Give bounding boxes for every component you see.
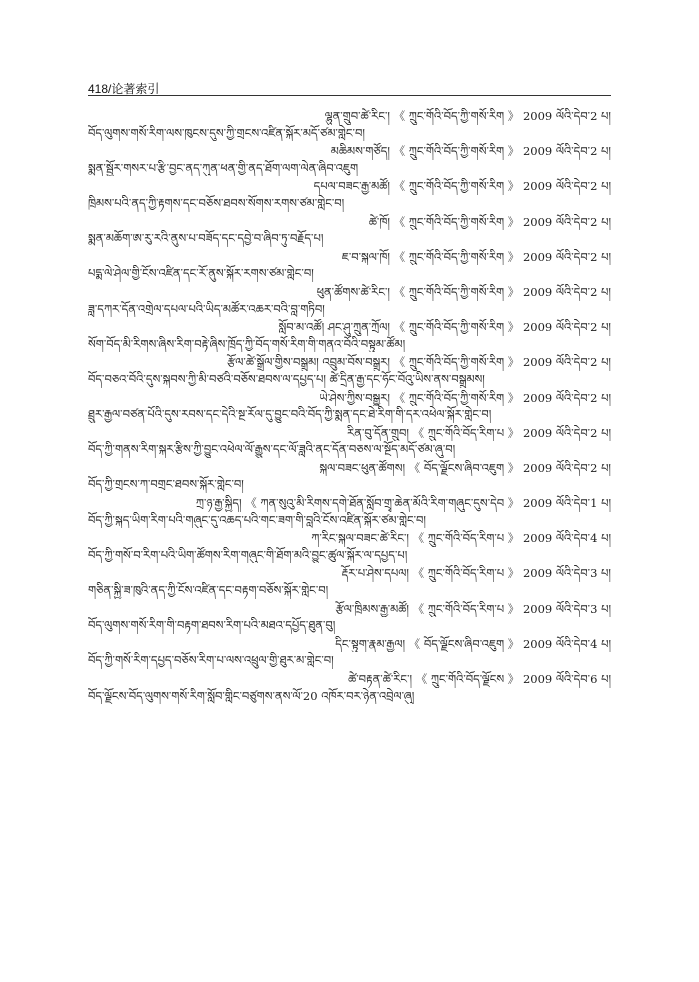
- list-item: [88, 425, 611, 458]
- entry-description: བོད་ཀྱི་གསོ་བ་རིག་པའི་ཡིག་ཚོགས་རིག་གཞུང་གི་ཐོག་མའི་བྱུང་ཚུལ་སྐོར་ལ་དཔྱད་པ།: [88, 547, 408, 562]
- entry-citation: སློབ་མ་འཚོ། ཤང་ཤུ་ཀྲུན་ཀྲོལ། 《 ཀྲུང་གོའི་བོད་ཀྱི་གསོ་རིག 》 2009 ལོའི་དེབ་2 པ།: [278, 320, 611, 335]
- list-item: [88, 671, 611, 704]
- entry-description: སྨན་སྦྱོར་གསར་པ་རྩི་བྱང་ནད་ཀུན་ཕན་གྱི་ནད་ཐོག་ལག་ལེན་ཞིབ་འཇུག: [88, 160, 359, 175]
- list-item: [88, 354, 611, 387]
- list-item: [88, 565, 611, 598]
- entry-description: སོག་བོད་མི་རིགས་ཞིས་རིག་བརྟེ་ཞིས་ཁྲོད་ཀྱི་བོད་གསོ་རིག་གི་གནའ་བོའི་བསྟུམ་ཚོམ།: [88, 336, 406, 351]
- entry-citation: རིན་བུ་དོན་གྲུབ། 《 ཀྲུང་གོའི་བོད་རིག་པ 》 2009 ལོའི་དེབ་2 པ།: [347, 425, 611, 440]
- entry-description: ཁྲིམས་པའི་ནད་ཀྱི་རྟགས་དང་བཅོས་ཐབས་སོགས་རགས་ཙམ་གླེང་བ།: [88, 195, 345, 210]
- entry-description: བོད་ལྗོངས་བོད་ལུགས་གསོ་རིག་སློབ་གླིང་བཙུགས་ནས་ལོ་20 འཁོར་བར་ཉེན་འབྲེལ་ཞུ།: [88, 688, 415, 703]
- list-item: [88, 636, 611, 669]
- entry-citation: རྩོལ་ཚེ་སྒྲོལ་གྱིས་བསྒྲུམ། འབྲུམ་བོས་བསྒྲུར། 《 ཀྲུང་གོའི་བོད་ཀྱི་གསོ་རིག 》 2009 ལོའི་དེབ་2 པ།: [227, 355, 611, 370]
- list-item: [88, 495, 611, 528]
- entry-description: སྨན་མཆོག་ཨ་རུ་རའི་ནུས་པ་བཟོད་དང་དབྱེ་བ་ཞིབ་ཏུ་བརྗོད་པ།: [88, 231, 324, 246]
- bibliography-list: [88, 108, 611, 706]
- list-item: [88, 390, 611, 423]
- list-item: [88, 460, 611, 493]
- entry-citation: ཀྲ་ཉ་རྒྱ་སྐྱིད། 《 ཀན་སུའུ་མི་རིགས་དགེ་ཐོན་སློབ་གྲྭ་ཆེན་མོའི་རིག་གཞུང་དུས་དེབ 》 2009 ལོའི་དེབ་1 པ།: [195, 496, 611, 511]
- header-separator: /: [108, 82, 112, 96]
- list-item: [88, 249, 611, 282]
- entry-citation: ཚེ་ཁོ། 《 ཀྲུང་གོའི་བོད་ཀྱི་གསོ་རིག 》 2009 ལོའི་དེབ་2 པ།: [368, 214, 611, 229]
- entry-description: པདྨ་ལེ་ཤེལ་གྱི་ངོས་འཛིན་དང་རོ་ནུས་སྐོར་རགས་ཙམ་གླེང་བ།: [88, 266, 314, 281]
- entry-description: གཅིན་སྐྱི་ཟ་ཁུའི་ནད་ཀྱི་ངོས་འཛིན་དང་བརྟག་བཅོས་སྐོར་གླེང་བ།: [88, 583, 329, 598]
- list-item: [88, 284, 611, 317]
- entry-description: བོད་ཀྱི་གསོ་རིག་དཔྱད་བཅོས་རིག་པ་ལས་འཕྲུལ་གྱི་ཐུར་མ་གླེང་བ།: [88, 653, 334, 668]
- entry-description: བོད་ལུགས་གསོ་རིག་གི་བརྟག་ཐབས་རིག་པའི་མཐའ་དཔྱོད་ཐུན་བུ།: [88, 618, 336, 633]
- entry-description: བོད་ཀྱི་སྐད་ཡིག་རིག་པའི་གཞུང་དུ་འཆད་པའི་གང་ཟག་གི་བླའི་ངོས་འཛིན་སྐོར་ཙམ་གླེང་བ།: [88, 512, 426, 527]
- list-item: [88, 143, 611, 176]
- entry-description: ཐྲུར་རྒྱལ་བཙན་པོའི་དུས་རབས་དང་དེའི་སྔ་རོལ་དུ་བྱུང་བའི་བོད་ཀྱི་སྨན་དང་ཐེ་རིག་གི་དར་འཕེལ་སྐོར་གླེང་བ།: [88, 407, 492, 422]
- list-item: [88, 319, 611, 352]
- list-item: [88, 214, 611, 247]
- header-rule: [88, 95, 611, 96]
- entry-citation: ཀ་རིང་སྐལ་བཟང་ཚེ་རིང་། 《 ཀྲུང་གོའི་བོད་རིག་པ 》 2009 ལོའི་དེབ་4 པ།: [311, 531, 611, 546]
- entry-citation: ཡེ་ཤེས་ཀྱིས་བསྒྱུར། 《 ཀྲུང་གོའི་བོད་ཀྱི་གསོ་རིག 》 2009 ལོའི་དེབ་2 པ།: [319, 390, 611, 405]
- entry-citation: དཔལ་བཟང་རྒྱ་མཚོ། 《 ཀྲུང་གོའི་བོད་ཀྱི་གསོ་རིག 》 2009 ལོའི་དེབ་2 པ།: [313, 179, 611, 194]
- entry-citation: ཕུན་ཚོགས་ཚེ་རིང་། 《 ཀྲུང་གོའི་བོད་ཀྱི་གསོ་རིག 》 2009 ལོའི་དེབ་2 པ།: [316, 284, 611, 299]
- entry-description: བོད་བཅའ་བོའི་དུས་སྐབས་ཀྱི་མི་བཙའི་བཅོས་ཐབས་ལ་དཔྱད་པ། ཚེ་དྲིན་རྒྱ་དང་ཧོང་བོའུ་ཡིས་ནས་བསྒྲུམས།: [88, 371, 485, 386]
- entry-description: ཟླ་དཀར་དོན་འགྲེལ་དཔལ་པའི་ཡིད་མཚོར་འཆར་བའི་བླ་གཏིབ།: [88, 301, 325, 316]
- entry-citation: ལྷུན་གྲུབ་ཚེ་རིང་། 《 ཀྲུང་གོའི་བོད་ཀྱི་གསོ་རིག 》 2009 ལོའི་དེབ་2 པ།: [324, 109, 611, 123]
- entry-citation: སྐལ་བཟང་ཕུན་ཚོགས། 《 བོད་ལྗོངས་ཞིབ་འཇུག 》 2009 ལོའི་དེབ་2 པ།: [319, 460, 611, 475]
- entry-citation: དིང་སྟུག་རྣམ་རྒྱལ། 《 བོད་ལྗོངས་ཞིབ་འཇུག 》 2009 ལོའི་དེབ་4 པ།: [335, 636, 611, 651]
- list-item: [88, 530, 611, 563]
- section-title: 论著索引: [111, 82, 160, 96]
- entry-description: བོད་ཀྱི་གྲངས་ཀ་བགྲང་ཐབས་སྐོར་གླེང་བ།: [88, 477, 244, 492]
- entry-citation: མཆིམས་གཙོད། 《 ཀྲུང་གོའི་བོད་ཀྱི་གསོ་རིག 》 2009 ལོའི་དེབ་2 པ།: [330, 144, 611, 159]
- entry-citation: ཚེ་བརྟན་ཚེ་རིང་། 《 ཀྲུང་གོའི་བོད་ལྗོངས 》 2009 ལོའི་དེབ་6 པ།: [348, 672, 611, 686]
- entry-description: བོད་ལུགས་གསོ་རིག་ལས་ཁུངས་དུས་ཀྱི་གྲངས་འཛིན་སྐོར་མདོ་ཙམ་གླེང་བ།: [88, 125, 365, 140]
- entry-citation: ཇ་བ་སྐལ་ཁོ། 《 ཀྲུང་གོའི་བོད་ཀྱི་གསོ་རིག 》 2009 ལོའི་དེབ་2 པ།: [341, 249, 611, 264]
- entry-citation: རྩོལ་ཁྲིམས་རྒྱ་མཚོ། 《 ཀྲུང་གོའི་བོད་རིག་པ 》 2009 ལོའི་དེབ་3 པ།: [335, 601, 611, 616]
- list-item: [88, 108, 611, 141]
- entry-citation: རྡོར་པ་ཤེས་དཔལ། 《 ཀྲུང་གོའི་བོད་རིག་པ 》 2009 ལོའི་དེབ་3 པ།: [341, 566, 611, 581]
- page-number: 418: [88, 82, 109, 96]
- list-item: [88, 178, 611, 211]
- list-item: [88, 601, 611, 634]
- entry-description: བོད་ཀྱི་གནས་རིག་སྐར་རྩིས་ཀྱི་བྱུང་འཕེལ་ལོ་རྒྱུས་དང་ལོ་ཟླའི་ནང་དོན་བཅས་ལ་སྔོད་མདོ་ཙམ་ཞུ་བ།: [88, 442, 456, 457]
